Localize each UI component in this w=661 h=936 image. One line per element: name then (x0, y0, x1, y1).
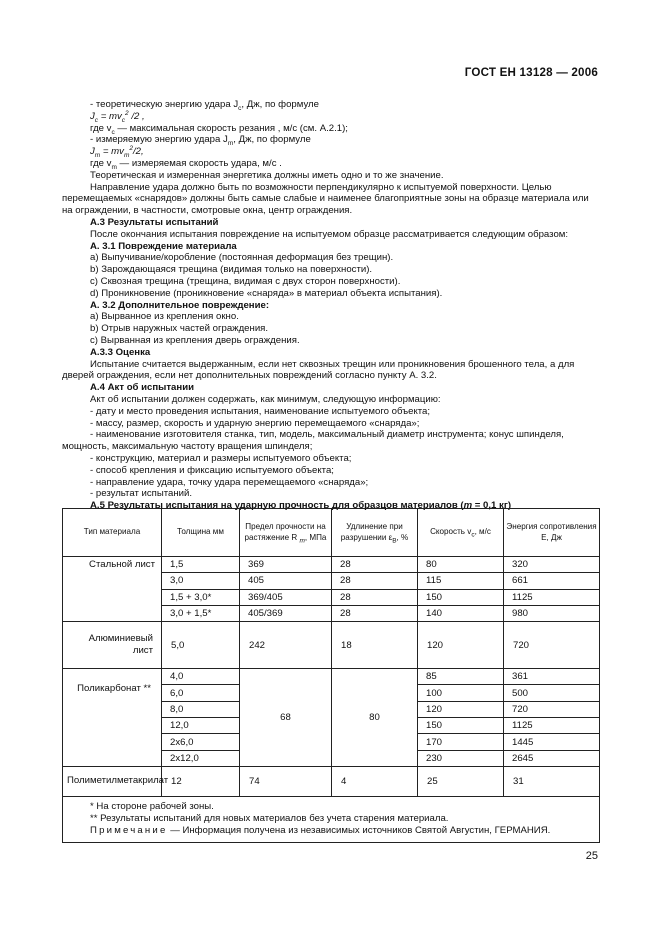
table-cell: 80 (418, 557, 503, 573)
list-item: d) Проникновение (проникновение «снаряда» в материал объекта испытания). (90, 287, 443, 299)
table-cell: 120 (418, 701, 503, 717)
table-cell: 4 (332, 766, 418, 796)
section-a3-heading: А.3 Результаты испытаний (90, 216, 219, 228)
table-cell: 1,5 + 3,0* (162, 589, 239, 605)
list-item: - результат испытаний. (90, 488, 193, 500)
table-cell: 361 (504, 669, 599, 685)
list-item: - дату и место проведения испытания, наименование испытуемого объекта; (90, 405, 431, 417)
list-item: а) Вырванное из крепления окно. (90, 311, 239, 323)
material-pmma: Полиметилметакрилат (63, 766, 162, 796)
table-cell: 2х6,0 (162, 734, 239, 750)
vm-definition: где $v_m$ — измеряемая скорость удара, м/с . (90, 157, 282, 171)
table-row (63, 622, 600, 669)
table-cell: 28 (332, 589, 417, 605)
formula-theoretical: $J_c = mv_c^2$ /2 , (90, 109, 145, 124)
table-cell: 12,0 (162, 718, 239, 734)
table-row (63, 766, 600, 796)
table-cell: 85 (418, 669, 503, 685)
material-aluminium: Алюминиевый лист (63, 622, 162, 669)
table-cell: 12 (162, 766, 240, 796)
document-header: ГОСТ ЕН 13128 — 2006 (464, 66, 598, 79)
report-intro: Акт об испытании должен содержать, как минимум, следующую информацию: (90, 393, 441, 405)
table-cell: 3,0 (162, 573, 239, 589)
table-cell: 28 (332, 557, 417, 573)
table-cell: 320 (504, 557, 599, 573)
table-cell: 170 (418, 734, 503, 750)
impact-direction-paragraph: Направление удара должно быть по возможности перпендикулярно к испытуемой поверхности. Целью перемещаемых «снарядов» должны быть самые слабые и наименее благоприятные зоны на образце материала или на ограждении, в частности, смотровые окна, центр ограждения. (62, 181, 589, 217)
evaluation-paragraph: Испытание считается выдержанным, если нет сквозных трещин или проникновения брошенного тела, а для дверей ограждения, если нет дополнительных повреждений согласно пункту А. 3.2. (62, 358, 575, 382)
table-cell: 28 (340, 608, 351, 620)
table-cell: 369/405 (240, 589, 331, 605)
header-type: Тип материала (63, 509, 162, 557)
table-footnotes-row (63, 796, 600, 842)
footnote-single-star: * На стороне рабочей зоны. (90, 800, 214, 812)
table-cell: 500 (504, 685, 599, 701)
material-polycarbonate: Поликарбонат ** (63, 669, 162, 767)
table-cell: 405 (240, 573, 331, 589)
table-cell: 68 (240, 669, 332, 767)
impact-results-table (62, 508, 600, 843)
energy-theoretical-line: - теоретическую энергию удара $J_c$, Дж, по формуле (90, 99, 319, 112)
header-energy: Энергия сопротивления E, Дж (504, 509, 600, 557)
table-cell: 3,0 + 1,5* (170, 608, 212, 620)
table-cell: 18 (332, 622, 418, 669)
table-cell: 242 (240, 622, 332, 669)
table-cell: 1125 (504, 718, 599, 734)
table-row (63, 669, 600, 767)
table-cell: 1,5 (162, 557, 239, 573)
list-item: c) Вырванная из крепления дверь ограждения. (90, 334, 300, 346)
table-cell: 2645 (512, 752, 534, 764)
table-cell: 115 (418, 573, 503, 589)
table-cell: 4,0 (162, 669, 239, 685)
section-a32-heading: А. 3.2 Дополнительное повреждение: (90, 299, 270, 311)
energy-measured-line: - измеряемую энергию удара $J_m$, Дж, по формуле (90, 134, 311, 148)
table-note: Примечание — Информация получена из независимых источников Святой Августин, ГЕРМАНИЯ. (90, 825, 551, 837)
header-thickness: Толщина мм (162, 509, 240, 557)
table-cell: 150 (418, 589, 503, 605)
section-a3-intro: После окончания испытания повреждение на испытуемом образце рассматривается следующим образом: (90, 228, 569, 240)
energy-equal-line: Теоретическая и измеренная энергетика должны иметь одно и то же значение. (90, 169, 444, 181)
header-elongation: Удлинение при разрушении $\varepsilon_B$, % (332, 509, 418, 557)
page-number: 25 (585, 850, 598, 862)
list-item: - способ крепления и фиксацию испытуемого объекта; (90, 464, 334, 476)
list-item: а) Выпучивание/коробление (постоянная деформация без трещин). (90, 252, 394, 264)
list-item: - массу, размер, скорость и ударную энергию перемещаемого «снаряда»; (90, 417, 420, 429)
material-steel: Стальной лист (63, 557, 162, 622)
table-cell: 980 (512, 608, 529, 620)
table-cell: 230 (426, 752, 443, 764)
footnote-double-star: ** Результаты испытаний для новых материалов без учета старения материала. (90, 813, 449, 825)
table-cell: 25 (418, 766, 504, 796)
table-cell: 120 (418, 622, 504, 669)
table-cell: 100 (418, 685, 503, 701)
table-cell: 28 (332, 573, 417, 589)
table-cell: 140 (426, 608, 443, 620)
list-item: b) Зарождающаяся трещина (видимая только на поверхности). (90, 264, 373, 276)
list-item: c) Сквозная трещина (трещина, видимая с двух сторон поверхности). (90, 275, 401, 287)
table-cell: 150 (418, 718, 503, 734)
section-a4-heading: А.4 Акт об испытании (90, 382, 194, 394)
header-speed: Скорость $v_c$, м/с (418, 509, 504, 557)
table-cell: 2х12,0 (170, 752, 199, 764)
table-cell: 6,0 (162, 685, 239, 701)
table-cell: 405/369 (248, 608, 283, 620)
table-cell: 661 (504, 573, 599, 589)
header-strength: Предел прочности на растяжение R $_m$, МПа (240, 509, 332, 557)
vc-definition: где $v_c$ — максимальная скорость резания , м/с (см. А.2.1); (90, 122, 348, 136)
section-a31-heading: А. 3.1 Повреждение материала (90, 240, 237, 252)
list-item: - конструкцию, материал и размеры испытуемого объекта; (90, 452, 352, 464)
body-text (62, 99, 599, 512)
table-cell: 1125 (504, 589, 599, 605)
table-cell: 369 (240, 557, 331, 573)
table-cell: 8,0 (162, 701, 239, 717)
section-a33-heading: А.3.3 Оценка (90, 346, 151, 358)
table-cell: 31 (504, 766, 600, 796)
table-cell: 80 (332, 669, 418, 767)
section-a5-heading: А.5 Результаты испытания на ударную прочность для образцов материалов (m = 0,1 кг) (90, 500, 512, 512)
table-cell: 720 (504, 701, 599, 717)
table-cell: 1445 (504, 734, 599, 750)
table-cell: 74 (240, 766, 332, 796)
list-item: - наименование изготовителя станка, тип, модель, максимальный диаметр инструмента; конус шпинделя, мощность, максимальную частоту вращения шпинделя; (62, 429, 564, 453)
list-item: b) Отрыв наружных частей ограждения. (90, 323, 269, 335)
table-cell: 5,0 (162, 622, 240, 669)
table-row (63, 557, 600, 622)
table-cell: 720 (504, 622, 600, 669)
list-item: - направление удара, точку удара перемещаемого «снаряда»; (90, 476, 369, 488)
formula-measured: $J_m = mv_m^2/2$, (90, 145, 144, 160)
